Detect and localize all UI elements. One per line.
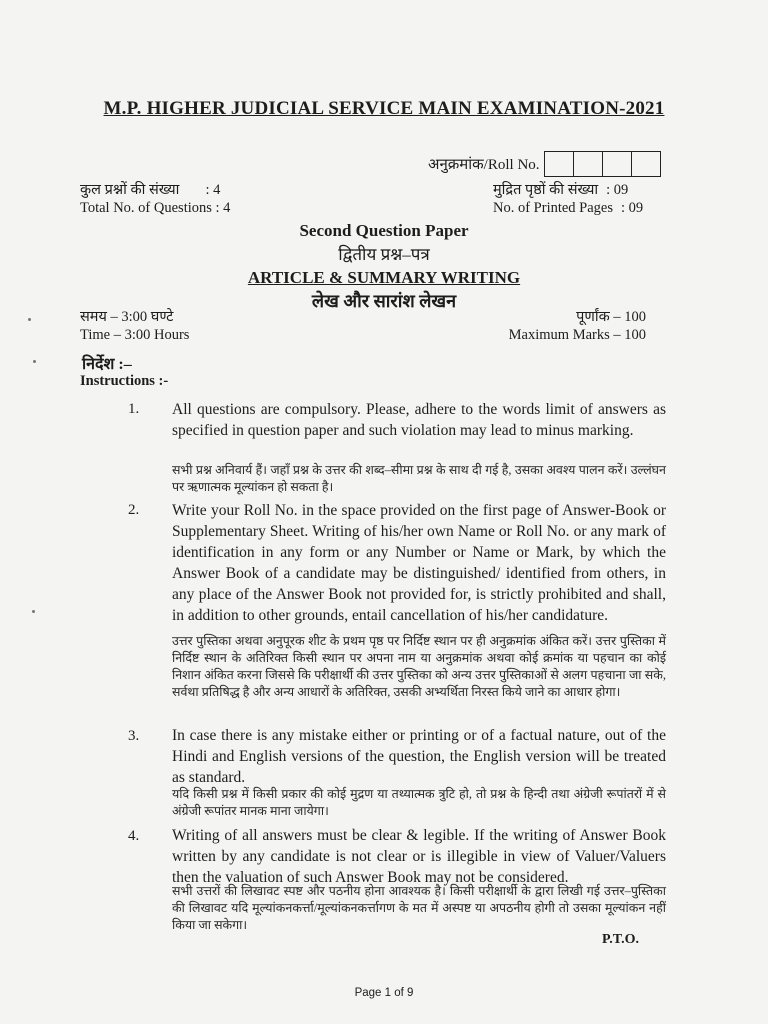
instruction-number: 4.	[128, 828, 140, 844]
printed-pages-hi-value: : 09	[606, 182, 629, 198]
questions-count-hi-value: : 4	[205, 182, 221, 198]
printed-pages-en: No. of Printed Pages	[493, 200, 614, 216]
paper-subject-hi: लेख और सारांश लेखन	[311, 291, 457, 311]
roll-number-label: अनुक्रमांक/Roll No.	[428, 157, 540, 173]
exam-title: M.P. HIGHER JUDICIAL SERVICE MAIN EXAMINATION-2021	[103, 98, 665, 119]
max-marks-hi: पूर्णांक – 100	[576, 309, 646, 325]
paper-subject-en: ARTICLE & SUMMARY WRITING	[247, 268, 521, 287]
roll-number-boxes	[544, 151, 661, 177]
instruction-number: 2.	[128, 502, 140, 518]
instructions-heading-hi: निर्देश :–	[82, 356, 132, 373]
paper-title-hi: द्वितीय प्रश्न–पत्र	[338, 245, 430, 264]
questions-count-en: Total No. of Questions : 4	[80, 200, 231, 216]
scan-speck	[28, 318, 31, 321]
roll-box	[603, 152, 632, 176]
instruction-text-hi: यदि किसी प्रश्न में किसी प्रकार की कोई मुद्रण या तथ्यात्मक त्रुटि हो, तो प्रश्न के हिन्दी तथा अंग्रेजी रूपांतरों में से अंग्रेजी रूपांतर मानक माना जायेगा।	[172, 787, 666, 818]
max-marks	[500, 308, 646, 344]
paper-title-en: Second Question Paper	[299, 221, 469, 240]
printed-pages-hi: मुद्रित पृष्ठों की संख्या	[493, 182, 599, 198]
questions-count-hi: कुल प्रश्नों की संख्या	[80, 182, 180, 198]
max-marks-en: Maximum Marks – 100	[508, 327, 646, 343]
instructions-heading-en: Instructions :-	[80, 373, 169, 389]
roll-number-field	[428, 151, 661, 177]
page-number: Page 1 of 9	[354, 987, 414, 999]
roll-box	[545, 152, 574, 176]
exam-time	[80, 308, 189, 344]
printed-pages	[493, 181, 643, 217]
pto-label: P.T.O.	[602, 932, 639, 947]
instruction-text-en: Writing of all answers must be clear & legible. If the writing of Answer Book written by any candidate is not clear or is illegible in view of Valuer/Valuers then the valuation of such Answer Book may not be considered.	[172, 827, 666, 886]
instruction-text-hi: सभी उत्तरों की लिखावट स्पष्ट और पठनीय होना आवश्यक है। किसी परीक्षार्थी के द्वारा लिखी गई उत्तर–पुस्तिका की लिखावट यदि मूल्यांकनकर्त्ता/मूल्यांकनकर्त्तागण के मत में अस्पष्ट या अपठनीय होगी तो उसका मूल्यांकन नहीं किया जा सकेगा।	[172, 884, 666, 932]
instruction-text-hi: सभी प्रश्न अनिवार्य हैं। जहाँ प्रश्न के उत्तर की शब्द–सीमा प्रश्न के साथ दी गई है, उसका अवश्य पालन करें। उल्लंघन पर ऋणात्मक मूल्यांकन हो सकता है।	[172, 463, 666, 494]
roll-box	[574, 152, 603, 176]
scan-speck	[32, 610, 35, 613]
instruction-number: 1.	[128, 401, 140, 417]
instruction-text-hi: उत्तर पुस्तिका अथवा अनुपूरक शीट के प्रथम पृष्ठ पर निर्दिष्ट स्थान पर ही अनुक्रमांक अंकित करें। उत्तर पुस्तिका में निर्दिष्ट स्थान के अतिरिक्त किसी स्थान पर अपना नाम या अनुक्रमांक अथवा कोई क्रमांक या पहचान का कोई निशान अंकित करना जिससे कि परीक्षार्थी की उत्तर पुस्तिका को अन्य उत्तर पुस्तिकाओं से अलग पहचाना जा सके, सर्वथा प्रतिषिद्ध है और अन्य आधारों के अतिरिक्त, उसकी अभ्यर्थिता निरस्त किये जाने का आधार होगा।	[172, 634, 666, 699]
printed-pages-en-value: : 09	[621, 200, 644, 216]
roll-box	[632, 152, 660, 176]
questions-count	[80, 181, 230, 217]
instruction-text-en: Write your Roll No. in the space provided on the first page of Answer-Book or Supplementary Sheet. Writing of his/her own Name or Roll No. or any mark of identification in any form or any Number or Name or Mark, by which the Answer Book of a candidate may be distinguished/ identified from others, in any place of the Answer Book not provided for, is strictly prohibited and shall, in addition to other grounds, entail cancellation of his/her candidature.	[172, 502, 666, 624]
scan-speck	[33, 360, 36, 363]
instruction-text-en: In case there is any mistake either or printing or of a factual nature, out of the Hindi and English versions of the question, the English version will be treated as standard.	[172, 727, 666, 786]
exam-time-hi: समय – 3:00 घण्टे	[80, 309, 174, 325]
instruction-number: 3.	[128, 728, 140, 744]
exam-time-en: Time – 3:00 Hours	[80, 327, 190, 343]
instruction-text-en: All questions are compulsory. Please, adhere to the words limit of answers as specified in question paper and such violation may lead to minus marking.	[172, 401, 666, 439]
